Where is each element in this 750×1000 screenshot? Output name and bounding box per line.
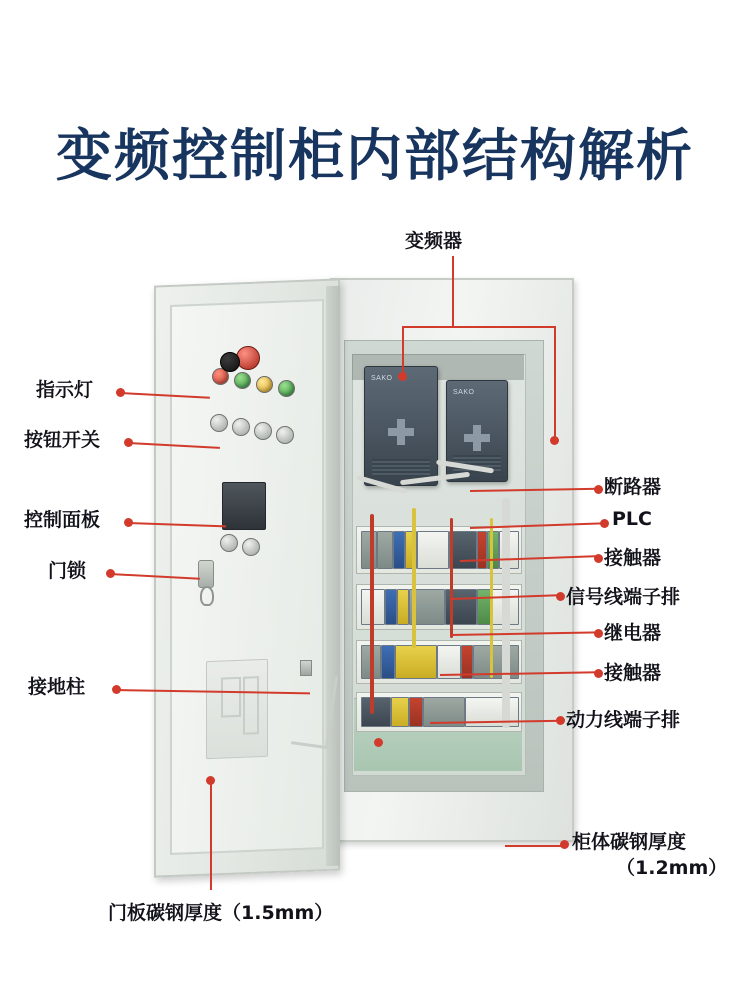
callout-dot-signal-terminal-block	[556, 592, 565, 601]
callout-dot-contactor-upper	[594, 554, 603, 563]
callout-dot-push-button	[124, 438, 133, 447]
door-key-ring	[200, 586, 214, 606]
callout-label-push-button: 按钮开关	[24, 429, 101, 451]
door-lock	[198, 560, 214, 588]
indicator-lamp-green-2	[278, 380, 295, 397]
din-rail-breakers	[356, 526, 522, 574]
panel-knob-1	[220, 534, 238, 552]
door-edge	[326, 286, 340, 867]
callout-label-door-lock: 门锁	[48, 560, 87, 582]
indicator-lamp-yellow	[256, 376, 273, 393]
callout-label-power-terminal-block: 动力线端子排	[566, 709, 681, 731]
push-button-3	[254, 422, 272, 440]
callout-dot-vfd-right	[550, 436, 559, 445]
callout-dot-plc	[600, 519, 609, 528]
selector-switch	[220, 352, 240, 372]
callout-dot-vfd-left	[398, 372, 407, 381]
din-rail-terminals	[356, 640, 522, 684]
cabinet-steel-thickness-line2: （1.2mm）	[616, 856, 728, 879]
callout-dot-grounding-post	[112, 685, 121, 694]
vfd-brand-label-2: SAKO	[453, 389, 475, 396]
callout-label-plc: PLC	[612, 508, 652, 530]
callout-label-vfd: 变频器	[405, 230, 463, 252]
control-panel-module	[222, 482, 266, 530]
red-signal-wire	[450, 518, 453, 638]
callout-dot-door-lock	[106, 569, 115, 578]
callout-label-indicator-lamp: 指示灯	[36, 379, 94, 401]
indicator-lamp-green	[234, 372, 251, 389]
red-power-wire	[370, 514, 374, 714]
yellow-signal-wire	[412, 508, 416, 648]
callout-dot-contactor-lower	[594, 669, 603, 678]
vfd-faceplate-cross-2	[464, 425, 490, 451]
callout-dot-cabinet-bottom	[374, 738, 383, 747]
callout-label-door-steel-thickness: 门板碳钢厚度（1.5mm）	[108, 902, 334, 924]
push-button-2	[232, 418, 250, 436]
page-title: 变频控制柜内部结构解析	[56, 124, 694, 189]
vfd-brand-label: SAKO	[371, 375, 393, 382]
callout-lead-door-steel-thickness	[210, 780, 212, 890]
callout-lead-vfd-vertical	[452, 256, 454, 326]
callout-label-contactor-upper: 接触器	[604, 547, 662, 569]
vfd-faceplate-cross	[388, 419, 414, 445]
callout-dot-cabinet-steel-thickness	[560, 840, 569, 849]
emergency-stop-button	[236, 346, 260, 370]
callout-lead-vfd-down-right	[554, 326, 556, 440]
callout-dot-breaker	[594, 485, 603, 494]
callout-label-breaker: 断路器	[604, 476, 662, 498]
panel-knob-2	[242, 538, 260, 556]
vfd-drive-large	[364, 366, 438, 486]
callout-label-signal-terminal-block: 信号线端子排	[566, 586, 681, 608]
callout-label-contactor-lower: 接触器	[604, 662, 662, 684]
callout-label-control-panel: 控制面板	[24, 509, 101, 531]
din-rail-plc	[356, 584, 522, 630]
cabinet-steel-thickness-line1: 柜体碳钢厚度	[572, 831, 687, 853]
callout-dot-power-terminal-block	[556, 716, 565, 725]
callout-lead-vfd-down-left	[402, 326, 404, 376]
cabinet-photo	[150, 268, 570, 883]
push-button-4	[276, 426, 294, 444]
callout-dot-door-steel-thickness	[206, 776, 215, 785]
push-button-1	[210, 414, 228, 432]
callout-lead-vfd-horizontal	[402, 326, 556, 328]
callout-lead-cabinet-steel-thickness	[505, 845, 565, 847]
vfd-vent	[372, 459, 430, 477]
callout-dot-control-panel	[124, 518, 133, 527]
wire-duct	[502, 498, 510, 728]
callout-dot-indicator-lamp	[116, 388, 125, 397]
callout-label-relay: 继电器	[604, 622, 662, 644]
callout-dot-relay	[594, 629, 603, 638]
document-pocket	[206, 659, 268, 759]
din-rail-power-terminals	[356, 692, 522, 732]
callout-label-grounding-post: 接地柱	[28, 676, 86, 698]
callout-label-cabinet-steel-thickness	[572, 830, 732, 881]
